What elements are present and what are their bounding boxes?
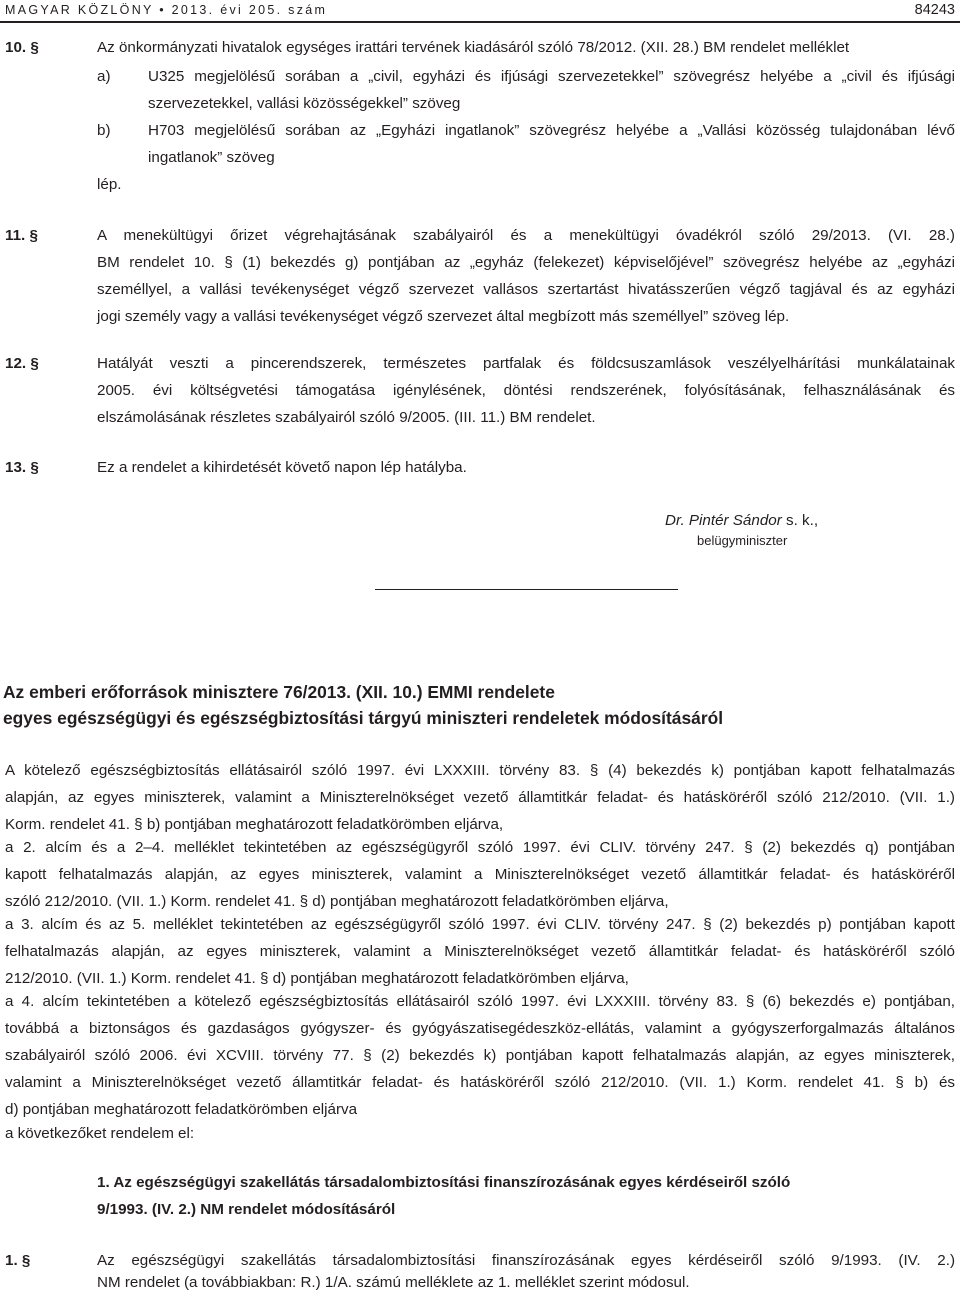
preamble-line-14: d) pontjában meghatározott feladatkörömben eljárva	[5, 1101, 358, 1118]
point-b-line-2: ingatlanok” szöveg	[148, 149, 275, 166]
preamble-line-5: kapott felhatalmazás alapján, az egyes miniszterek, valamint a Miniszterelnökséget vezető államtitkár feladat- és hatásköréről	[5, 866, 955, 883]
section-10-number: 10. §	[5, 39, 39, 56]
section-12-number: 12. §	[5, 355, 39, 372]
preamble-line-8: felhatalmazás alapján, az egyes miniszterek, valamint a Miniszterelnökséget vezető államtitkár feladat- és hatásköréről szóló	[5, 943, 955, 960]
section-11-line-3: személlyel, a vallási tevékenységet végző szervezet vallásos szertartást hivatásszerűen végző tagjával és az egyházi	[97, 281, 955, 298]
subtitle-1-line-1: 1. Az egészségügyi szakellátás társadalombiztosítási finanszírozásának egyes kérdéseiről szóló	[97, 1174, 791, 1191]
preamble-line-3: Korm. rendelet 41. § b) pontjában meghatározott feladatkörömben eljárva,	[5, 816, 504, 833]
section-11-line-2: BM rendelet 10. § (1) bekezdés g) pontjában az „egyház (felekezet) képviselőjével” szövegrész helyébe az „egyházi	[97, 254, 955, 271]
preamble-line-15: a következőket rendelem el:	[5, 1125, 195, 1142]
section-11-line-4: jogi személy vagy a vallási tevékenységet végző szervezet által megbízott más személlyel” szöveg lép.	[97, 308, 790, 325]
journal-title: MAGYAR KÖZLÖNY • 2013. évi 205. szám	[5, 3, 328, 17]
preamble-line-6: szóló 212/2010. (VII. 1.) Korm. rendelet 41. § d) pontjában meghatározott feladatkörömben eljárva,	[5, 893, 669, 910]
preamble-line-1: A kötelező egészségbiztosítás ellátásairól szóló 1997. évi LXXXIII. törvény 83. § (4) bekezdés k) pontjában kapott felhatalmazás	[5, 762, 955, 779]
preamble-line-11: továbbá a biztonságos és gazdaságos gyógyszer- és gyógyászatisegédeszköz-ellátás, valamint a gyógyszerforgalmazás általános	[5, 1020, 955, 1037]
section-10-intro: Az önkormányzati hivatalok egységes irattári tervének kiadásáról szóló 78/2012. (XII. 28.) BM rendelet melléklet	[97, 39, 850, 56]
section-1-number: 1. §	[5, 1252, 31, 1269]
point-a-label: a)	[97, 68, 111, 85]
signature-suffix: s. k.,	[781, 512, 819, 529]
section-1-line-1: Az egészségügyi szakellátás társadalombiztosítási finanszírozásának egyes kérdéseiről szóló 9/1993. (IV. 2.)	[97, 1252, 955, 1269]
preamble-line-4: a 2. alcím és a 2–4. melléklet tekintetében az egészségügyről szóló 1997. évi CLIV. törvény 247. § (2) bekezdés q) pontjában	[5, 839, 955, 856]
section-11-line-1: A menekültügyi őrizet végrehajtásának szabályairól és a menekültügyi óvadékról szóló 29/2013. (VI. 28.)	[97, 227, 955, 244]
page-number: 84243	[914, 2, 955, 18]
subtitle-1-line-2: 9/1993. (IV. 2.) NM rendelet módosításáról	[97, 1201, 396, 1218]
signatory-title: belügyminiszter	[697, 533, 788, 548]
decree-title: Az emberi erőforrások minisztere 76/2013. (XII. 10.) EMMI rendelete	[3, 682, 555, 702]
section-11-number: 11. §	[5, 227, 38, 244]
point-b-line-1: H703 megjelölésű sorában az „Egyházi ingatlanok” szövegrész helyébe a „Vallási közösség tulajdonában lévő	[148, 122, 955, 139]
point-b-label: b)	[97, 122, 111, 139]
signature	[665, 511, 818, 531]
separator-rule	[375, 589, 678, 590]
preamble-line-10: a 4. alcím tekintetében a kötelező egészségbiztosítás ellátásairól szóló 1997. évi LXXXIII. törvény 83. § (6) bekezdés e) pontjában,	[5, 993, 955, 1010]
point-a-line-1: U325 megjelölésű sorában a „civil, egyházi és ifjúsági szervezetekkel” szövegrész helyébe a „civil és ifjúsági	[148, 68, 955, 85]
section-12-line-1: Hatályát veszti a pincerendszerek, természetes partfalak és földcsuszamlások veszélyelhárítási munkálatainak	[97, 355, 955, 372]
preamble-line-13: valamint a Miniszterelnökséget vezető államtitkár feladat- és hatásköréről szóló 212/2010. (VII. 1.) Korm. rendelet 41. § b) és	[5, 1074, 955, 1091]
section-12-line-3: elszámolásának részletes szabályairól szóló 9/2005. (III. 11.) BM rendelet.	[97, 409, 596, 426]
section-12-line-2: 2005. évi költségvetési támogatása igénylésének, döntési rendszerének, folyósításának, felhasználásának és	[97, 382, 955, 399]
preamble-line-9: 212/2010. (VII. 1.) Korm. rendelet 41. § d) pontjában meghatározott feladatkörömben eljárva,	[5, 970, 629, 987]
signatory-name: Dr. Pintér Sándor	[665, 512, 782, 529]
decree-subtitle: egyes egészségügyi és egészségbiztosítási tárgyú miniszteri rendeletek módosításáról	[3, 708, 724, 728]
section-10-lep: lép.	[97, 176, 122, 193]
section-1-line-2: NM rendelet (a továbbiakban: R.) 1/A. számú melléklete az 1. melléklet szerint módosul.	[97, 1274, 690, 1291]
preamble-line-7: a 3. alcím és az 5. melléklet tekintetében az egészségügyről szóló 1997. évi CLIV. törvény 247. § (2) bekezdés p) pontjában kapott	[5, 916, 955, 933]
preamble-line-12: szabályairól szóló 2006. évi XCVIII. törvény 77. § (2) bekezdés k) pontjában kapott felhatalmazás alapján, az egyes miniszterek,	[5, 1047, 955, 1064]
section-13-number: 13. §	[5, 459, 39, 476]
point-a-line-2: szervezetekkel, vallási közösségekkel” szöveg	[148, 95, 461, 112]
section-13-line-1: Ez a rendelet a kihirdetését követő napon lép hatályba.	[97, 459, 467, 476]
header-rule	[0, 21, 960, 23]
running-header	[5, 0, 955, 22]
preamble-line-2: alapján, az egyes miniszterek, valamint a Miniszterelnökséget vezető államtitkár feladat- és hatásköréről szóló 212/2010. (VII. 1.)	[5, 789, 955, 806]
